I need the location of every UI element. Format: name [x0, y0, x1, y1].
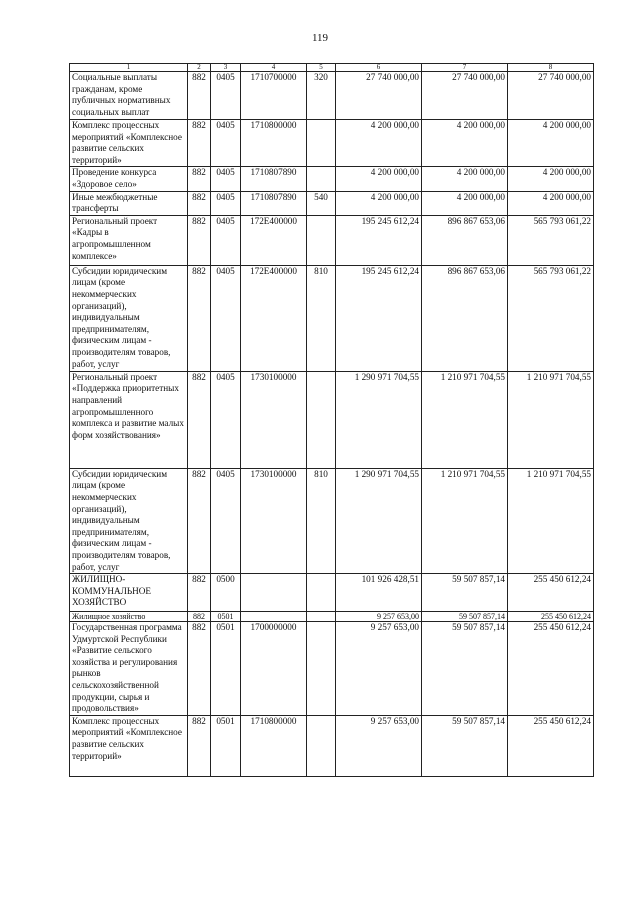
- amount-col8-cell: 565 793 061,22: [508, 265, 594, 371]
- table-row: [70, 167, 594, 191]
- table-row: [70, 72, 594, 120]
- target-article-cell: 1710800000: [241, 715, 307, 776]
- expense-type-cell: [307, 371, 336, 468]
- target-article-cell: [241, 612, 307, 622]
- grbs-code-cell: 882: [188, 371, 211, 468]
- amount-col6-cell: 9 257 653,00: [336, 612, 422, 622]
- expense-type-cell: [307, 120, 336, 167]
- amount-col8-cell: 4 200 000,00: [508, 120, 594, 167]
- column-header: 8: [508, 64, 594, 72]
- target-article-cell: 172E400000: [241, 215, 307, 265]
- target-article-cell: 1710700000: [241, 72, 307, 120]
- row-name-cell: Государственная программа Удмуртской Республики «Развитие сельского хозяйства и регулирования рынков сельскохозяйственной продукции, сырья и продовольствия»: [70, 622, 188, 716]
- amount-col6-cell: 195 245 612,24: [336, 215, 422, 265]
- column-header: 6: [336, 64, 422, 72]
- expense-type-cell: [307, 215, 336, 265]
- column-header: 3: [211, 64, 241, 72]
- row-name-cell: Социальные выплаты гражданам, кроме публичных нормативных социальных выплат: [70, 72, 188, 120]
- grbs-code-cell: 882: [188, 468, 211, 573]
- section-code-cell: 0405: [211, 167, 241, 191]
- expense-type-cell: 810: [307, 468, 336, 573]
- amount-col6-cell: 101 926 428,51: [336, 574, 422, 612]
- table-row: [70, 215, 594, 265]
- amount-col6-cell: 27 740 000,00: [336, 72, 422, 120]
- section-code-cell: 0405: [211, 120, 241, 167]
- grbs-code-cell: 882: [188, 167, 211, 191]
- amount-col7-cell: 59 507 857,14: [422, 574, 508, 612]
- row-name-cell: Субсидии юридическим лицам (кроме некоммерческих организаций), индивидуальным предпринимателям, физическим лицам - производителям товаров, работ, услуг: [70, 468, 188, 573]
- section-code-cell: 0405: [211, 468, 241, 573]
- section-code-cell: 0405: [211, 215, 241, 265]
- target-article-cell: 172E400000: [241, 265, 307, 371]
- amount-col7-cell: 59 507 857,14: [422, 715, 508, 776]
- expense-type-cell: [307, 715, 336, 776]
- row-name-cell: Субсидии юридическим лицам (кроме некоммерческих организаций), индивидуальным предпринимателям, физическим лицам - производителям товаров, работ, услуг: [70, 265, 188, 371]
- column-header: 4: [241, 64, 307, 72]
- expense-type-cell: 540: [307, 191, 336, 215]
- grbs-code-cell: 882: [188, 612, 211, 622]
- section-code-cell: 0405: [211, 72, 241, 120]
- grbs-code-cell: 882: [188, 574, 211, 612]
- amount-col6-cell: 195 245 612,24: [336, 265, 422, 371]
- amount-col6-cell: 4 200 000,00: [336, 167, 422, 191]
- amount-col8-cell: 1 210 971 704,55: [508, 371, 594, 468]
- row-name-cell: Иные межбюджетные трансферты: [70, 191, 188, 215]
- table-row: [70, 574, 594, 612]
- expense-type-cell: [307, 574, 336, 612]
- row-name-cell: ЖИЛИЩНО-КОММУНАЛЬНОЕ ХОЗЯЙСТВО: [70, 574, 188, 612]
- table-row: [70, 715, 594, 776]
- table-row: [70, 622, 594, 716]
- amount-col8-cell: 255 450 612,24: [508, 574, 594, 612]
- amount-col7-cell: 4 200 000,00: [422, 120, 508, 167]
- column-number-row: [70, 64, 594, 72]
- grbs-code-cell: 882: [188, 120, 211, 167]
- target-article-cell: 1710800000: [241, 120, 307, 167]
- amount-col8-cell: 1 210 971 704,55: [508, 468, 594, 573]
- section-code-cell: 0405: [211, 265, 241, 371]
- section-code-cell: 0501: [211, 715, 241, 776]
- table-row: [70, 120, 594, 167]
- amount-col6-cell: 9 257 653,00: [336, 622, 422, 716]
- target-article-cell: 1730100000: [241, 371, 307, 468]
- grbs-code-cell: 882: [188, 265, 211, 371]
- amount-col7-cell: 27 740 000,00: [422, 72, 508, 120]
- column-header: 2: [188, 64, 211, 72]
- target-article-cell: 1700000000: [241, 622, 307, 716]
- page-number: 119: [311, 32, 329, 44]
- section-code-cell: 0405: [211, 191, 241, 215]
- expense-type-cell: [307, 167, 336, 191]
- amount-col6-cell: 4 200 000,00: [336, 120, 422, 167]
- budget-table: [69, 63, 594, 777]
- row-name-cell: Комплекс процессных мероприятий «Комплексное развитие сельских территорий»: [70, 120, 188, 167]
- grbs-code-cell: 882: [188, 72, 211, 120]
- table-row: [70, 265, 594, 371]
- amount-col7-cell: 59 507 857,14: [422, 622, 508, 716]
- grbs-code-cell: 882: [188, 715, 211, 776]
- table-body: [70, 64, 594, 777]
- amount-col6-cell: 1 290 971 704,55: [336, 371, 422, 468]
- grbs-code-cell: 882: [188, 191, 211, 215]
- amount-col8-cell: 4 200 000,00: [508, 191, 594, 215]
- column-header: 1: [70, 64, 188, 72]
- amount-col7-cell: 1 210 971 704,55: [422, 371, 508, 468]
- expense-type-cell: [307, 612, 336, 622]
- amount-col8-cell: 565 793 061,22: [508, 215, 594, 265]
- target-article-cell: 1730100000: [241, 468, 307, 573]
- amount-col8-cell: 27 740 000,00: [508, 72, 594, 120]
- target-article-cell: 1710807890: [241, 191, 307, 215]
- table-row: [70, 612, 594, 622]
- expense-type-cell: 810: [307, 265, 336, 371]
- section-code-cell: 0405: [211, 371, 241, 468]
- amount-col7-cell: 59 507 857,14: [422, 612, 508, 622]
- column-header: 5: [307, 64, 336, 72]
- row-name-cell: Региональный проект «Кадры в агропромышленном комплексе»: [70, 215, 188, 265]
- section-code-cell: 0501: [211, 622, 241, 716]
- target-article-cell: [241, 574, 307, 612]
- table-row: [70, 371, 594, 468]
- amount-col6-cell: 1 290 971 704,55: [336, 468, 422, 573]
- target-article-cell: 1710807890: [241, 167, 307, 191]
- section-code-cell: 0501: [211, 612, 241, 622]
- column-header: 7: [422, 64, 508, 72]
- section-code-cell: 0500: [211, 574, 241, 612]
- grbs-code-cell: 882: [188, 215, 211, 265]
- amount-col6-cell: 9 257 653,00: [336, 715, 422, 776]
- amount-col7-cell: 4 200 000,00: [422, 167, 508, 191]
- expense-type-cell: 320: [307, 72, 336, 120]
- amount-col7-cell: 896 867 653,06: [422, 215, 508, 265]
- amount-col8-cell: 255 450 612,24: [508, 715, 594, 776]
- amount-col8-cell: 255 450 612,24: [508, 612, 594, 622]
- row-name-cell: Жилищное хозяйство: [70, 612, 188, 622]
- amount-col6-cell: 4 200 000,00: [336, 191, 422, 215]
- table-row: [70, 191, 594, 215]
- amount-col7-cell: 4 200 000,00: [422, 191, 508, 215]
- row-name-cell: Комплекс процессных мероприятий «Комплексное развитие сельских территорий»: [70, 715, 188, 776]
- row-name-cell: Проведение конкурса «Здоровое село»: [70, 167, 188, 191]
- grbs-code-cell: 882: [188, 622, 211, 716]
- amount-col7-cell: 896 867 653,06: [422, 265, 508, 371]
- row-name-cell: Региональный проект «Поддержка приоритетных направлений агропромышленного комплекса и развитие малых форм хозяйствования»: [70, 371, 188, 468]
- amount-col7-cell: 1 210 971 704,55: [422, 468, 508, 573]
- amount-col8-cell: 255 450 612,24: [508, 622, 594, 716]
- table-row: [70, 468, 594, 573]
- expense-type-cell: [307, 622, 336, 716]
- amount-col8-cell: 4 200 000,00: [508, 167, 594, 191]
